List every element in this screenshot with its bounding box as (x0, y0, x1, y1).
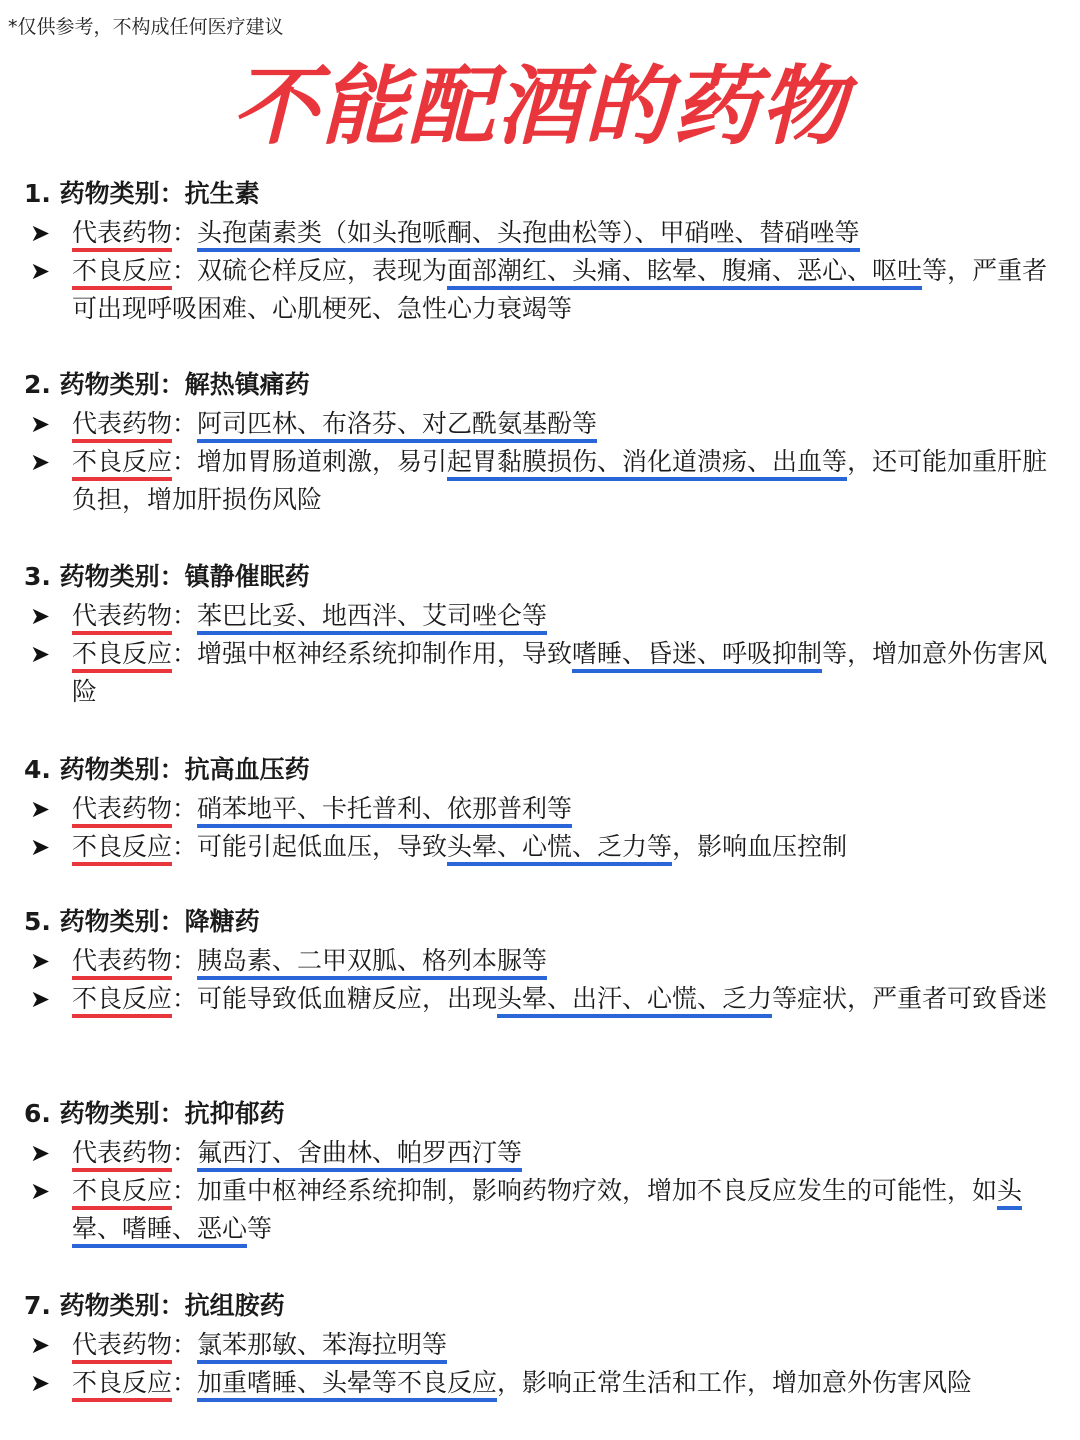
colon: ： (172, 1176, 198, 1205)
colon: ： (172, 794, 198, 823)
adv-text-highlight: 头晕、嗜睡、恶心 (72, 1176, 1022, 1248)
adverse-reactions (24, 252, 1064, 328)
rep-drugs-text: 氟西汀、舍曲林、帕罗西汀等 (197, 1138, 522, 1172)
colon: ： (172, 639, 198, 668)
category-name: 抗组胺药 (184, 1291, 285, 1320)
adv-text-post: ，影响血压控制 (672, 832, 848, 861)
rep-label: 代表药物 (72, 794, 172, 828)
arrow-bullet-icon: ➤ (30, 257, 51, 285)
rep-drugs-text: 头孢菌素类（如头孢哌酮、头孢曲松等）、甲硝唑、替硝唑等 (197, 218, 860, 252)
colon: ： (172, 447, 198, 476)
adv-text-post: 等，增加意外伤害风险 (72, 639, 1048, 706)
adv-text-highlight: 加重嗜睡、头晕等不良反应 (197, 1368, 497, 1402)
arrow-bullet-icon: ➤ (30, 985, 51, 1013)
adv-label: 不良反应 (72, 447, 172, 481)
adv-text-highlight: 头晕、心慌、乏力等 (447, 832, 672, 866)
rep-label: 代表药物 (72, 1330, 172, 1364)
adverse-reactions (24, 635, 1064, 711)
rep-label: 代表药物 (72, 946, 172, 980)
category-prefix: 药物类别： (59, 907, 185, 936)
arrow-bullet-icon: ➤ (30, 947, 51, 975)
category-prefix: 药物类别： (59, 1291, 185, 1320)
representative-drugs (24, 942, 1064, 980)
arrow-bullet-icon: ➤ (30, 795, 51, 823)
section-4 (24, 750, 1064, 866)
category-number: 3. (24, 562, 51, 591)
adverse-reactions (24, 828, 1064, 866)
representative-drugs (24, 405, 1064, 443)
category-prefix: 药物类别： (59, 1099, 185, 1128)
representative-drugs (24, 214, 1064, 252)
colon: ： (172, 1330, 198, 1359)
rep-label: 代表药物 (72, 1138, 172, 1172)
category-heading (24, 174, 1064, 214)
colon: ： (172, 946, 198, 975)
adv-label: 不良反应 (72, 639, 172, 673)
representative-drugs (24, 1326, 1064, 1364)
category-number: 6. (24, 1099, 51, 1128)
rep-drugs-text: 苯巴比妥、地西泮、艾司唑仑等 (197, 601, 547, 635)
category-name: 镇静催眠药 (184, 562, 310, 591)
adv-text-pre: 增加胃肠道刺激，易引 (197, 447, 448, 476)
adverse-reactions (24, 1172, 1064, 1248)
adv-label: 不良反应 (72, 832, 172, 866)
category-number: 2. (24, 370, 51, 399)
category-prefix: 药物类别： (59, 179, 185, 208)
category-heading (24, 750, 1064, 790)
arrow-bullet-icon: ➤ (30, 833, 51, 861)
category-heading (24, 365, 1064, 405)
colon: ： (172, 984, 198, 1013)
category-number: 7. (24, 1291, 51, 1320)
representative-drugs (24, 790, 1064, 828)
rep-drugs-text: 硝苯地平、卡托普利、依那普利等 (197, 794, 572, 828)
adverse-reactions (24, 443, 1064, 519)
section-2 (24, 365, 1064, 519)
arrow-bullet-icon: ➤ (30, 640, 51, 668)
page-title: 不能配酒的药物 (232, 57, 848, 157)
category-number: 4. (24, 755, 51, 784)
adv-text-pre: 双硫仑样反应，表现为 (197, 256, 448, 285)
colon: ： (172, 218, 198, 247)
rep-label: 代表药物 (72, 601, 172, 635)
section-6 (24, 1094, 1064, 1248)
adv-text-post: 等，严重者可出现呼吸困难、心肌梗死、急性心力衰竭等 (72, 256, 1048, 323)
category-name: 抗高血压药 (184, 755, 310, 784)
category-prefix: 药物类别： (59, 370, 185, 399)
adv-text-highlight: 起胃黏膜损伤、消化道溃疡、出血等 (447, 447, 847, 481)
representative-drugs (24, 1134, 1064, 1172)
category-name: 解热镇痛药 (184, 370, 310, 399)
arrow-bullet-icon: ➤ (30, 602, 51, 630)
category-prefix: 药物类别： (59, 562, 185, 591)
rep-drugs-text: 氯苯那敏、苯海拉明等 (197, 1330, 447, 1364)
adv-text-highlight: 面部潮红、头痛、眩晕、腹痛、恶心、呕吐 (447, 256, 922, 290)
adv-label: 不良反应 (72, 1368, 172, 1402)
adv-text-highlight: 头晕、出汗、心慌、乏力 (497, 984, 772, 1018)
category-prefix: 药物类别： (59, 755, 185, 784)
rep-label: 代表药物 (72, 218, 172, 252)
adv-text-pre: 可能导致低血糖反应，出现 (197, 984, 498, 1013)
colon: ： (172, 256, 198, 285)
section-3 (24, 557, 1064, 711)
adverse-reactions (24, 980, 1064, 1018)
adv-text-pre: 可能引起低血压，导致 (197, 832, 448, 861)
representative-drugs (24, 597, 1064, 635)
adv-text-pre: 加重中枢神经系统抑制，影响药物疗效，增加不良反应发生的可能性，如 (197, 1176, 998, 1205)
section-1 (24, 174, 1064, 328)
category-heading (24, 1094, 1064, 1134)
adv-text-pre: 增强中枢神经系统抑制作用，导致 (197, 639, 573, 668)
colon: ： (172, 1368, 198, 1397)
section-5 (24, 902, 1064, 1018)
adv-text-post: 等症状，严重者可致昏迷 (772, 984, 1048, 1013)
colon: ： (172, 1138, 198, 1167)
colon: ： (172, 409, 198, 438)
adverse-reactions (24, 1364, 1064, 1402)
category-number: 1. (24, 179, 51, 208)
rep-drugs-text: 阿司匹林、布洛芬、对乙酰氨基酚等 (197, 409, 597, 443)
category-number: 5. (24, 907, 51, 936)
arrow-bullet-icon: ➤ (30, 1369, 51, 1397)
arrow-bullet-icon: ➤ (30, 410, 51, 438)
adv-text-post: ，影响正常生活和工作，增加意外伤害风险 (497, 1368, 973, 1397)
category-heading (24, 1286, 1064, 1326)
adv-text-post: ，还可能加重肝脏负担，增加肝损伤风险 (72, 447, 1048, 514)
arrow-bullet-icon: ➤ (30, 219, 51, 247)
colon: ： (172, 832, 198, 861)
category-name: 抗生素 (184, 179, 260, 208)
rep-label: 代表药物 (72, 409, 172, 443)
arrow-bullet-icon: ➤ (30, 1331, 51, 1359)
adv-label: 不良反应 (72, 984, 172, 1018)
arrow-bullet-icon: ➤ (30, 448, 51, 476)
arrow-bullet-icon: ➤ (30, 1177, 51, 1205)
adv-label: 不良反应 (72, 1176, 172, 1210)
section-7 (24, 1286, 1064, 1402)
category-name: 抗抑郁药 (184, 1099, 285, 1128)
adv-label: 不良反应 (72, 256, 172, 290)
adv-text-highlight: 嗜睡、昏迷、呼吸抑制 (572, 639, 822, 673)
category-heading (24, 557, 1064, 597)
colon: ： (172, 601, 198, 630)
arrow-bullet-icon: ➤ (30, 1139, 51, 1167)
category-name: 降糖药 (184, 907, 260, 936)
adv-text-post: 等 (247, 1214, 273, 1243)
rep-drugs-text: 胰岛素、二甲双胍、格列本脲等 (197, 946, 547, 980)
disclaimer: *仅供参考，不构成任何医疗建议 (8, 16, 284, 38)
category-heading (24, 902, 1064, 942)
